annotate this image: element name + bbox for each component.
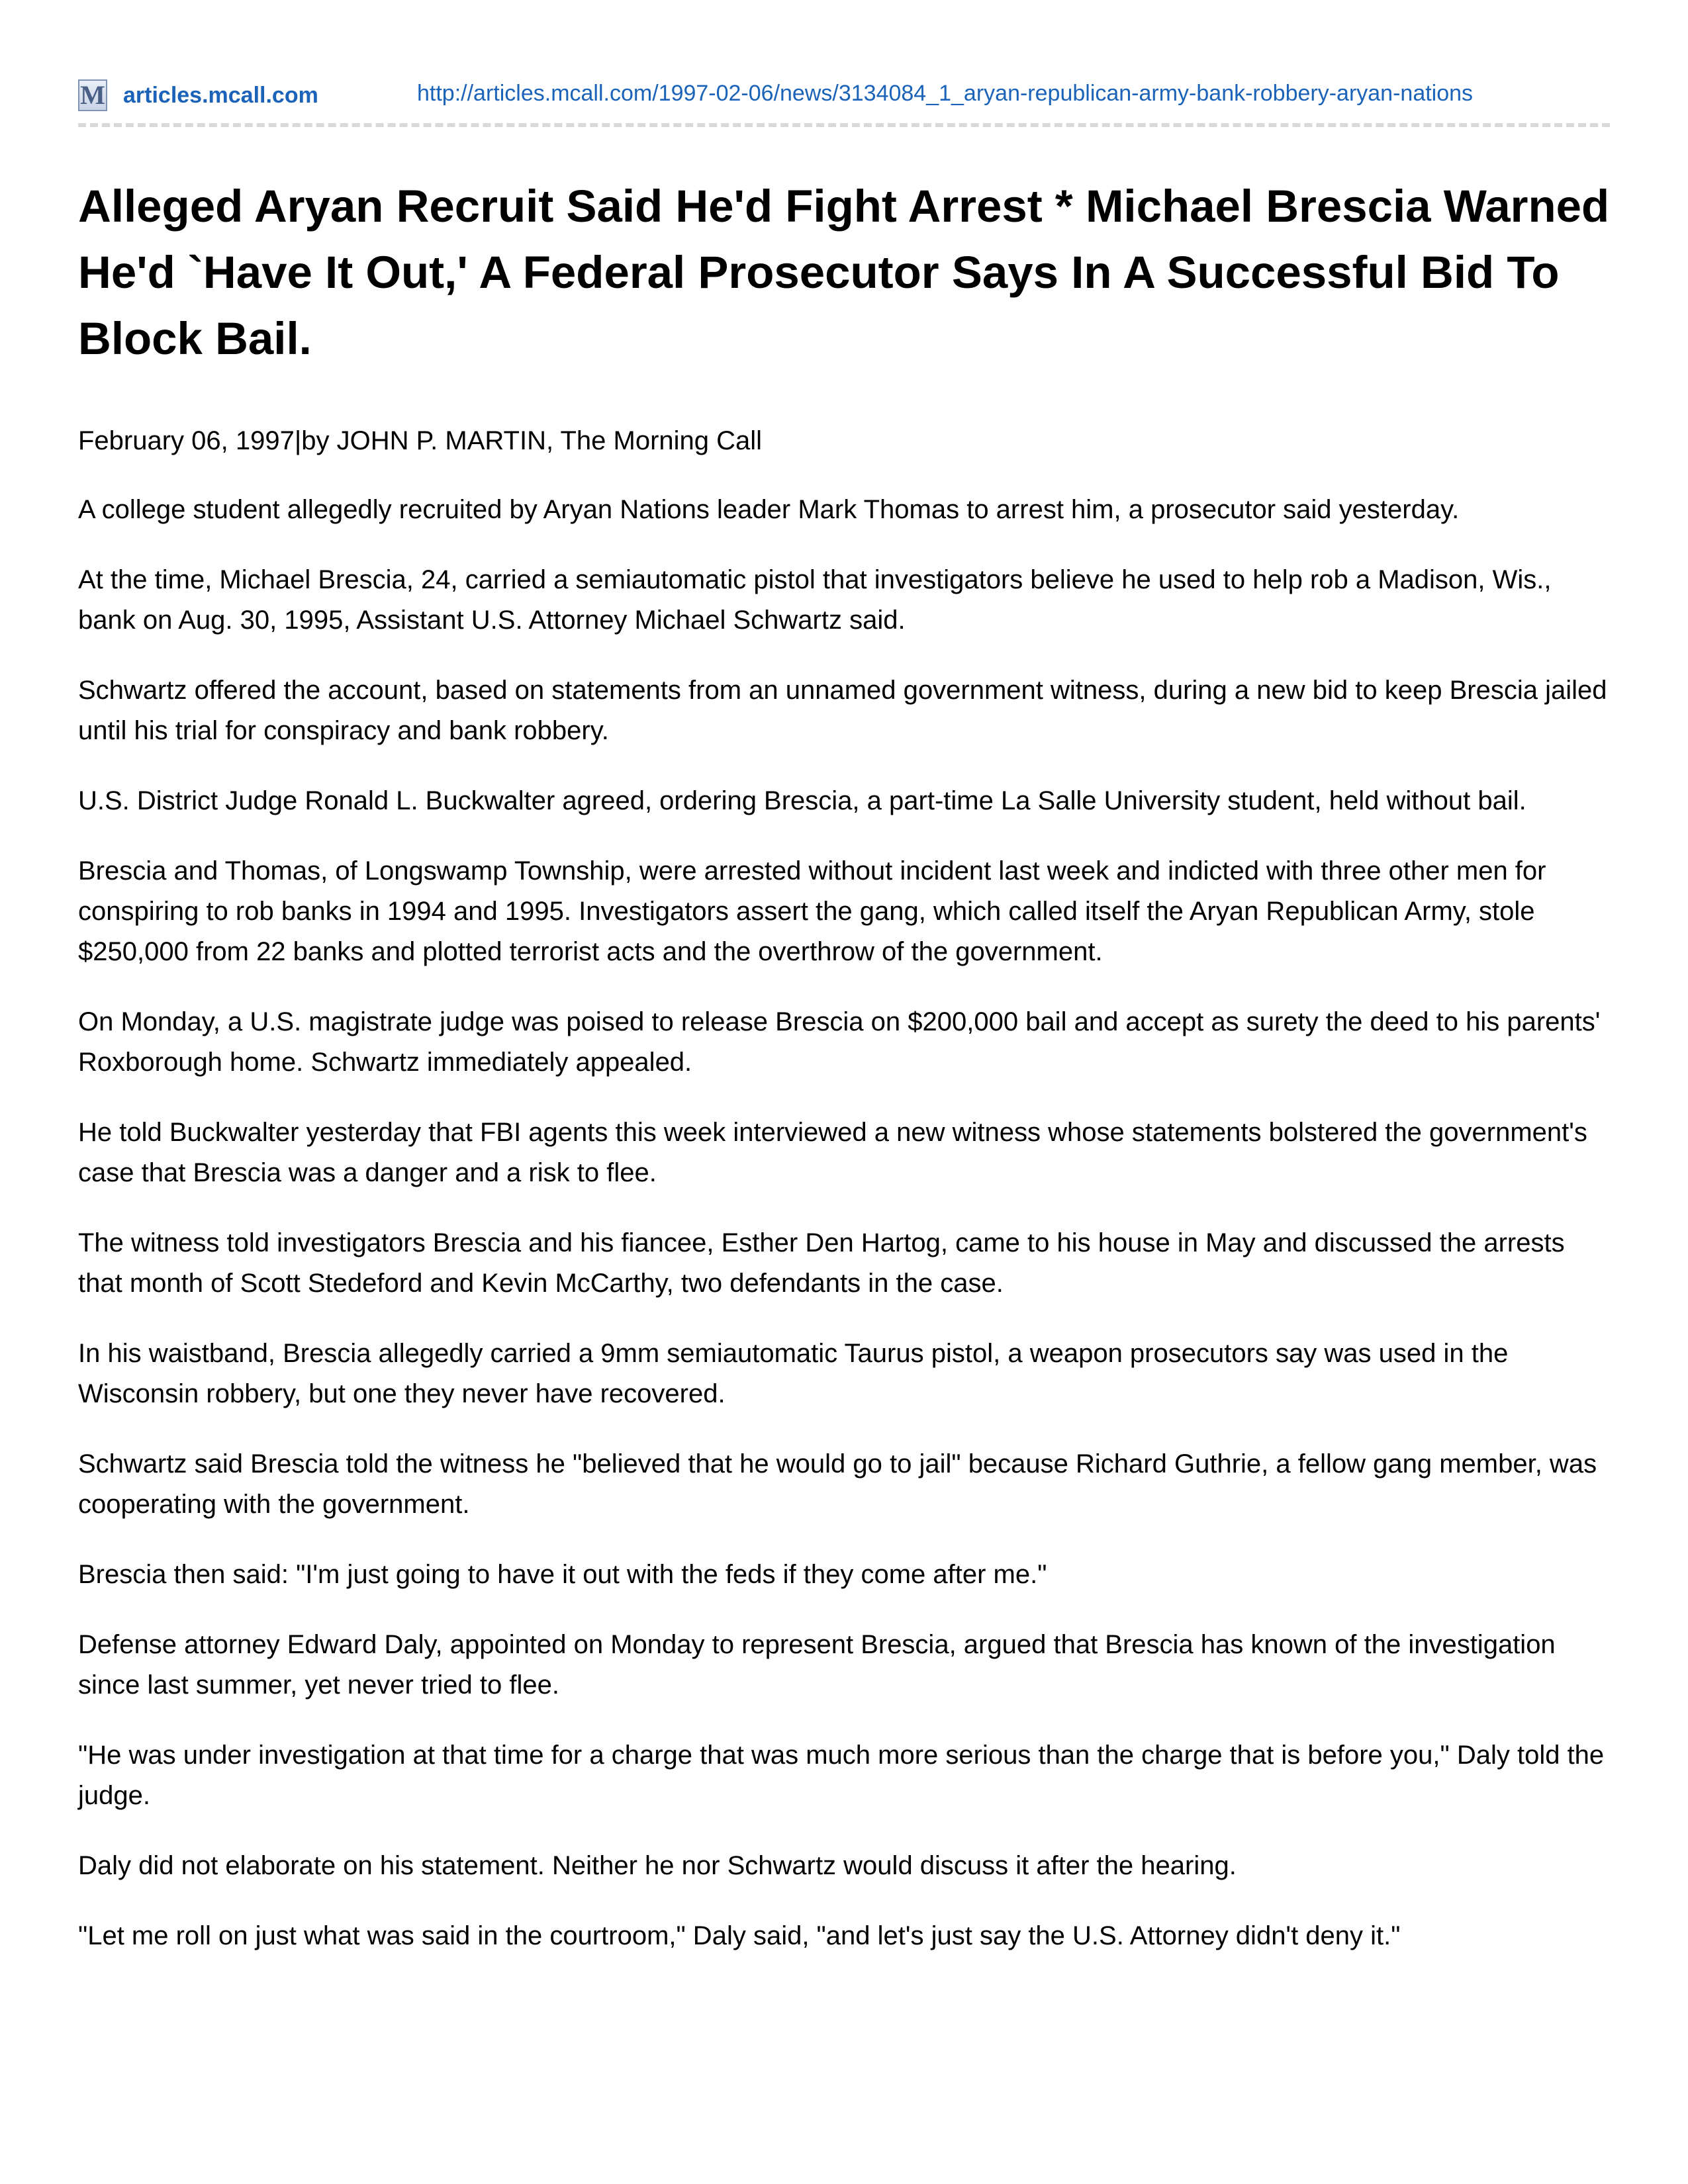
article-paragraph: "Let me roll on just what was said in the courtroom," Daly said, "and let's just say the U.S. Attorney didn't deny it." — [78, 1921, 1401, 1950]
article-paragraph: Schwartz offered the account, based on statements from an unnamed government witness, during a new bid to keep Brescia jailed until his trial for conspiracy and bank robbery. — [78, 676, 1607, 745]
article-paragraph: A college student allegedly recruited by Aryan Nations leader Mark Thomas to arrest him, a prosecutor said yesterday. — [78, 495, 1460, 524]
site-name: articles.mcall.com — [123, 82, 318, 108]
article-url-link[interactable]: http://articles.mcall.com/1997-02-06/news/3134084_1_aryan-republican-army-bank-robbery-aryan-nations — [417, 81, 1474, 106]
article-paragraph: Schwartz said Brescia told the witness he "believed that he would go to jail" because Richard Guthrie, a fellow gang member, was cooperating with the government. — [78, 1449, 1597, 1519]
article-paragraph: Daly did not elaborate on his statement. Neither he nor Schwartz would discuss it after the hearing. — [78, 1851, 1237, 1880]
site-logo-icon: M — [78, 79, 107, 111]
article-title: Alleged Aryan Recruit Said He'd Fight Arrest * Michael Brescia Warned He'd `Have It Out,' A Federal Prosecutor Says In A Successful Bid To Block Bail. — [78, 181, 1610, 364]
article-page — [78, 0, 1610, 1950]
article-dateline: February 06, 1997|by JOHN P. MARTIN, The Morning Call — [78, 426, 763, 455]
article-paragraph: On Monday, a U.S. magistrate judge was poised to release Brescia on $200,000 bail and accept as surety the deed to his parents' Roxborough home. Schwartz immediately appealed. — [78, 1007, 1601, 1077]
article-paragraph: At the time, Michael Brescia, 24, carried a semiautomatic pistol that investigators believe he used to help rob a Madison, Wis., bank on Aug. 30, 1995, Assistant U.S. Attorney Michael Schwartz said. — [78, 565, 1552, 635]
article-paragraph: Brescia and Thomas, of Longswamp Township, were arrested without incident last week and indicted with three other men for conspiring to rob banks in 1994 and 1995. Investigators assert the gang, which called itself the Aryan Republican Army, stole $250,000 from 22 banks and plotted terrorist acts and the overthrow of the government. — [78, 856, 1546, 966]
article-body — [78, 490, 1610, 1986]
page-header — [78, 0, 1610, 130]
site-link[interactable] — [78, 77, 318, 113]
article-paragraph: Defense attorney Edward Daly, appointed on Monday to represent Brescia, argued that Brescia has known of the investigation since last summer, yet never tried to flee. — [78, 1630, 1556, 1700]
article-paragraph: He told Buckwalter yesterday that FBI agents this week interviewed a new witness whose statements bolstered the government's case that Brescia was a danger and a risk to flee. — [78, 1118, 1587, 1187]
article-paragraph: Brescia then said: "I'm just going to have it out with the feds if they come after me." — [78, 1560, 1047, 1589]
article-paragraph: The witness told investigators Brescia and his fiancee, Esther Den Hartog, came to his house in May and discussed the arrests that month of Scott Stedeford and Kevin McCarthy, two defendants in the case. — [78, 1228, 1565, 1298]
article-paragraph: In his waistband, Brescia allegedly carried a 9mm semiautomatic Taurus pistol, a weapon prosecutors say was used in the Wisconsin robbery, but one they never have recovered. — [78, 1339, 1509, 1408]
article-paragraph: "He was under investigation at that time for a charge that was much more serious than the charge that is before you," Daly told the judge. — [78, 1741, 1605, 1810]
header-divider — [78, 123, 1610, 127]
article-paragraph: U.S. District Judge Ronald L. Buckwalter agreed, ordering Brescia, a part-time La Salle University student, held without bail. — [78, 786, 1526, 815]
